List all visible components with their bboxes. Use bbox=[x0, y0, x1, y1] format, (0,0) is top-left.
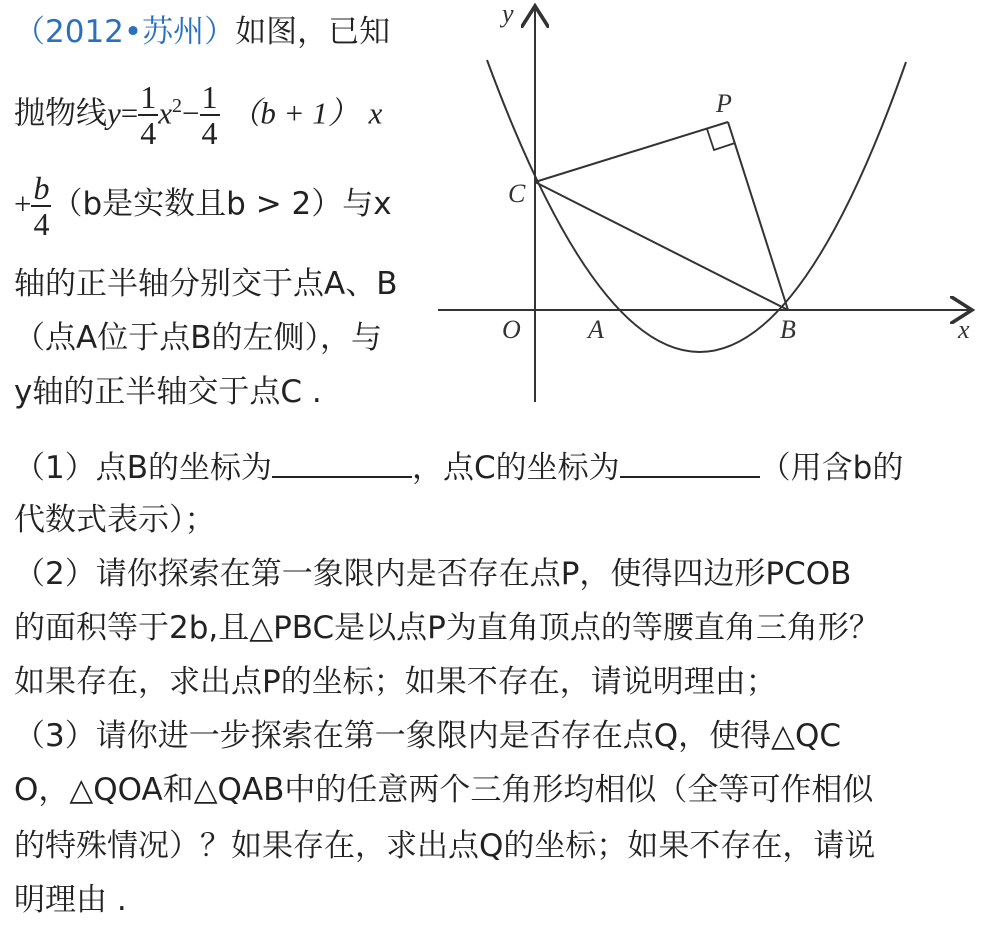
numerator: b bbox=[33, 169, 50, 206]
intro-text-3: （b是实数且b > 2）与x bbox=[51, 186, 392, 222]
q1-text-b: ，点C的坐标为 bbox=[412, 450, 620, 486]
b-plus-one: （b + 1） bbox=[229, 95, 359, 131]
var-x-2: x bbox=[368, 95, 383, 131]
var-y: y bbox=[107, 95, 121, 131]
intro-line-6: y轴的正半轴交于点C . bbox=[14, 374, 322, 410]
intro-line-3 bbox=[14, 166, 392, 242]
exponent: 2 bbox=[172, 95, 183, 117]
q1-line-2: 代数式表示）； bbox=[14, 502, 216, 538]
fraction-b-4 bbox=[31, 171, 51, 241]
segment-pb bbox=[728, 122, 788, 310]
label-p: P bbox=[716, 89, 732, 118]
label-y: y bbox=[502, 0, 514, 28]
parabola-figure bbox=[420, 0, 986, 420]
minus-sign: − bbox=[182, 95, 200, 131]
q1-text-a: （1）点B的坐标为 bbox=[14, 450, 272, 486]
fraction-1-4-b bbox=[200, 80, 220, 150]
label-o: O bbox=[502, 315, 521, 344]
answer-blank-c[interactable] bbox=[620, 446, 760, 478]
q1-line-1 bbox=[14, 446, 903, 488]
numerator: 1 bbox=[201, 78, 218, 115]
intro-line-2 bbox=[14, 68, 382, 151]
intro-line-5: （点A位于点B的左侧），与 bbox=[14, 320, 382, 356]
intro-text-1: 如图，已知 bbox=[235, 14, 391, 50]
denominator: 4 bbox=[140, 114, 157, 151]
q3-line-4: 明理由 . bbox=[14, 882, 127, 918]
parabola-curve bbox=[487, 60, 906, 352]
denominator: 4 bbox=[33, 205, 50, 242]
q2-line-3: 如果存在，求出点P的坐标；如果不存在，请说明理由； bbox=[14, 664, 777, 700]
var-x: x bbox=[158, 95, 173, 131]
label-x: x bbox=[958, 315, 970, 344]
intro-line-1 bbox=[14, 12, 390, 52]
denominator: 4 bbox=[201, 114, 218, 151]
intro-line-4: 轴的正半轴分别交于点A、B bbox=[14, 266, 398, 302]
label-c: C bbox=[508, 179, 526, 208]
numerator: 1 bbox=[140, 78, 157, 115]
label-b: B bbox=[780, 315, 796, 344]
plus-sign: + bbox=[14, 186, 32, 221]
q1-text-c: （用含b的 bbox=[759, 450, 904, 486]
q3-line-3: 的特殊情况）？如果存在，求出点Q的坐标；如果不存在，请说 bbox=[14, 828, 876, 864]
equals-sign: = bbox=[120, 95, 139, 131]
q2-line-1: （2）请你探索在第一象限内是否存在点P，使得四边形PCOB bbox=[14, 556, 852, 592]
q2-line-2: 的面积等于2b,且△PBC是以点P为直角顶点的等腰直角三角形？ bbox=[14, 610, 880, 646]
source-tag: （2012•苏州） bbox=[14, 14, 236, 50]
q3-line-1: （3）请你进一步探索在第一象限内是否存在点Q，使得△QC bbox=[14, 718, 842, 754]
intro-text-2: 抛物线 bbox=[14, 95, 107, 132]
segment-cp bbox=[535, 122, 728, 182]
answer-blank-b[interactable] bbox=[272, 446, 412, 478]
label-a: A bbox=[588, 315, 604, 344]
fraction-1-4-a bbox=[138, 80, 158, 150]
q3-line-2: O，△QOA和△QAB中的任意两个三角形均相似（全等可作相似 bbox=[14, 772, 874, 808]
